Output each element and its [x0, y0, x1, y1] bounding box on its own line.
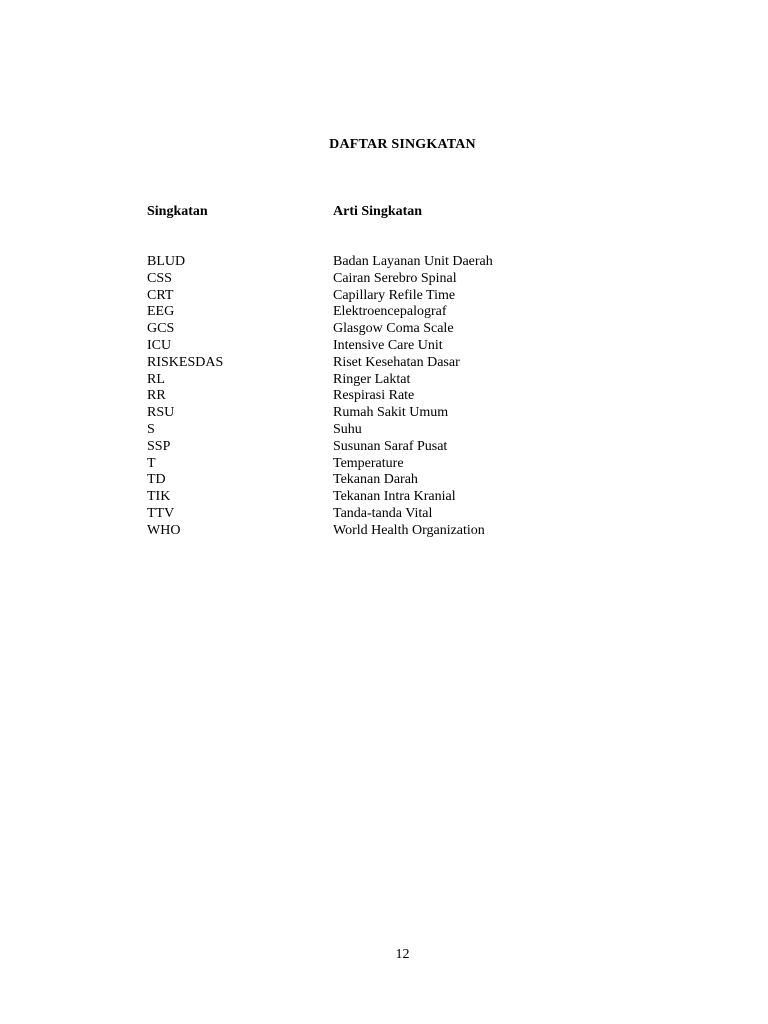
meaning-cell: Capillary Refile Time [333, 287, 456, 303]
table-row [147, 523, 647, 540]
abbreviation-cell: EEG [147, 304, 175, 320]
table-row [147, 422, 647, 439]
abbreviation-list [147, 254, 647, 540]
abbreviation-cell: BLUD [147, 254, 186, 269]
column-header-meaning: Arti Singkatan [333, 204, 423, 219]
meaning-cell: Ringer Laktat [333, 371, 411, 387]
table-row [147, 506, 647, 523]
page-number: 12 [395, 947, 410, 962]
meaning-cell: Respirasi Rate [333, 388, 415, 404]
abbreviation-cell: S [147, 421, 155, 437]
table-row [147, 271, 647, 288]
meaning-cell: Elektroencepalograf [333, 304, 447, 320]
abbreviation-cell: RR [147, 388, 166, 404]
abbreviation-cell: WHO [147, 522, 181, 538]
table-row [147, 405, 647, 422]
table-row [147, 456, 647, 473]
table-row [147, 439, 647, 456]
meaning-cell: Suhu [333, 421, 362, 437]
abbreviation-cell: T [147, 455, 156, 471]
table-row [147, 372, 647, 389]
abbreviation-cell: SSP [147, 438, 171, 454]
abbreviation-cell: CSS [147, 270, 172, 286]
abbreviation-cell: CRT [147, 287, 174, 303]
table-row [147, 472, 647, 489]
table-row [147, 254, 647, 271]
abbreviation-cell: TD [147, 472, 166, 488]
abbreviation-cell: RISKESDAS [147, 354, 224, 370]
abbreviation-cell: RL [147, 371, 165, 387]
meaning-cell: Susunan Saraf Pusat [333, 438, 448, 454]
meaning-cell: Badan Layanan Unit Daerah [333, 254, 493, 269]
table-row [147, 355, 647, 372]
table-row [147, 304, 647, 321]
abbreviation-cell: TIK [147, 489, 171, 505]
abbreviation-cell: ICU [147, 337, 172, 353]
table-row [147, 388, 647, 405]
meaning-cell: Glasgow Coma Scale [333, 321, 454, 337]
meaning-cell: Tekanan Darah [333, 472, 418, 488]
table-row [147, 338, 647, 355]
abbreviation-cell: TTV [147, 505, 175, 521]
meaning-cell: Cairan Serebro Spinal [333, 270, 457, 286]
meaning-cell: Tanda-tanda Vital [333, 505, 433, 521]
table-row [147, 288, 647, 305]
table-row [147, 321, 647, 338]
meaning-cell: Tekanan Intra Kranial [333, 489, 456, 505]
abbreviation-cell: GCS [147, 321, 175, 337]
meaning-cell: World Health Organization [333, 522, 485, 538]
table-row [147, 489, 647, 506]
meaning-cell: Riset Kesehatan Dasar [333, 354, 460, 370]
meaning-cell: Temperature [333, 455, 404, 471]
abbreviation-cell: RSU [147, 405, 175, 421]
page-title: DAFTAR SINGKATAN [329, 137, 476, 152]
meaning-cell: Intensive Care Unit [333, 337, 443, 353]
meaning-cell: Rumah Sakit Umum [333, 405, 449, 421]
column-header-abbreviation: Singkatan [147, 204, 208, 219]
